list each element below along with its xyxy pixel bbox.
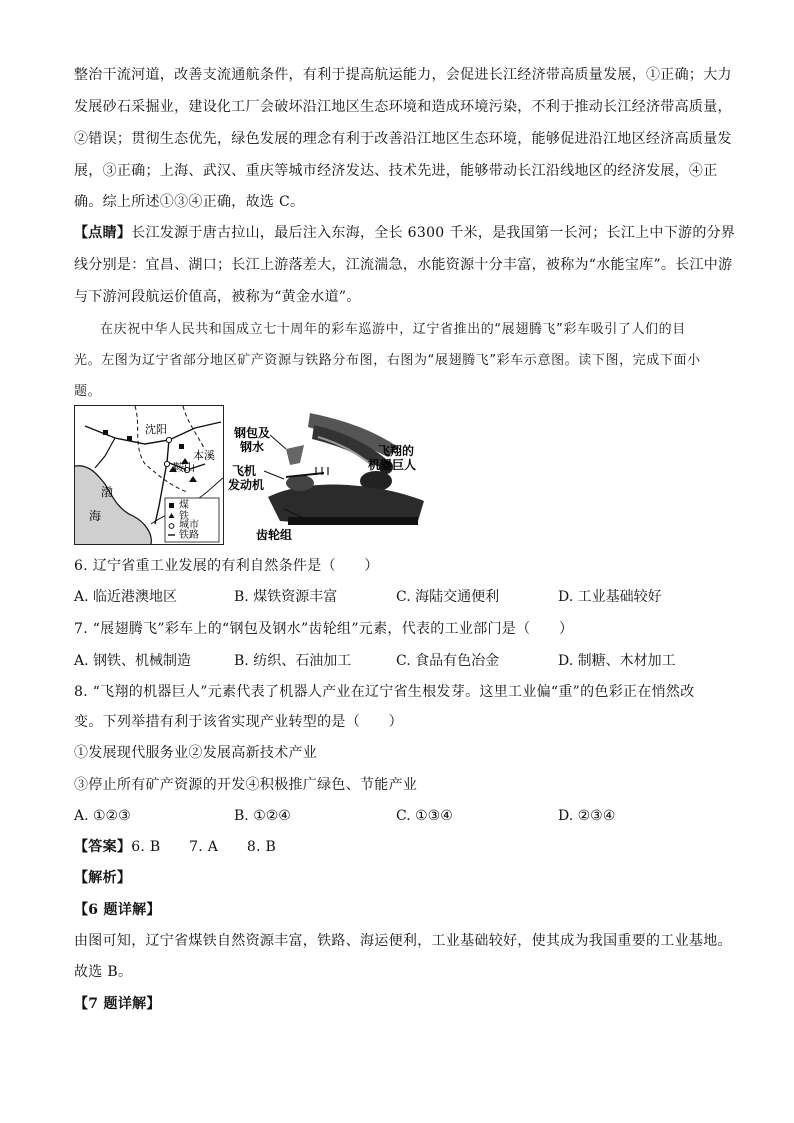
float-label: 钢包及 — [234, 426, 271, 440]
option: D. ②③④ — [558, 808, 616, 824]
sea-label: 渤 — [101, 485, 114, 499]
option: A. ①②③ — [74, 808, 131, 824]
steel-ladle — [286, 445, 304, 465]
city-symbol — [164, 461, 169, 466]
option: B. 煤铁资源丰富 — [234, 589, 338, 605]
q6-detail-line: 由图可知，辽宁省煤铁自然资源丰富，铁路、海运便利，工业基础较好，使其成为我国重要的工业基地。 — [74, 933, 732, 949]
float-label: 机器巨人 — [368, 458, 417, 472]
float-label: 飞翔的 — [378, 444, 415, 458]
option: C. ①③④ — [396, 808, 453, 824]
statement-line: ①发展现代服务业②发展高新技术产业 — [74, 745, 318, 761]
answer-tag: 【答案】 — [74, 839, 132, 855]
option: B. 纺织、石油加工 — [234, 653, 352, 669]
legend-label: 城市 — [179, 520, 199, 531]
float-label: 齿轮组 — [256, 528, 293, 542]
option: A. 钢铁、机械制造 — [74, 653, 192, 669]
sea-label: 海 — [89, 509, 102, 523]
question-stem: 变。下列举措有利于该省实现产业转型的是（ ） — [74, 714, 403, 730]
answer-line — [74, 837, 276, 857]
figure — [74, 405, 426, 545]
city-label: 沈阳 — [145, 423, 167, 436]
question-stem: 6. 辽宁省重工业发展的有利自然条件是（ ） — [74, 558, 379, 574]
paragraph-line: 整治干流河道，改善支流通航条件，有利于提高航运能力，会促进长江经济带高质量发展，①正确；大力 — [74, 67, 732, 83]
sea-area — [75, 466, 151, 544]
leader-line — [264, 471, 284, 479]
float-label: 飞机 — [232, 464, 257, 478]
q6-detail-tag: 【6 题详解】 — [74, 902, 161, 918]
legend-label: 铁路 — [179, 530, 199, 541]
intro-line: 题。 — [74, 384, 102, 399]
question-stem: 8. “飞翔的机器巨人”元素代表了机器人产业在辽宁省生根发芽。这里工业偏“重”的色彩正在悄然改 — [74, 684, 695, 700]
paragraph-line: ②错误；贯彻生态优先，绿色发展的理念有利于改善沿江地区生态环境，能够促进沿江地区经济高质量发 — [74, 131, 732, 147]
dianjing-tag: 【点睛】 — [74, 225, 132, 241]
legend-city-symbol — [169, 524, 174, 529]
dianjing-text: 长江发源于唐古拉山，最后注入东海，全长 6300 千米，是我国第一长河；长江上中下游的分界 — [131, 225, 736, 241]
intro-line: 光。左图为辽宁省部分地区矿产资源与铁路分布图，右图为“展翅腾飞”彩车示意图。读下图，完成下面小 — [74, 353, 701, 368]
city-symbol — [166, 437, 171, 442]
coal-symbol — [103, 430, 108, 435]
paragraph-line: 展，③正确；上海、武汉、重庆等城市经济发达、技术先进，能够带动长江沿线地区的经济发展，④正 — [74, 163, 718, 179]
paragraph-line: 发展砂石采掘业，建设化工厂会破坏沿江地区生态环境和造成环境污染，不利于推动长江经济带高质量， — [74, 99, 732, 115]
q7-detail-tag: 【7 题详解】 — [74, 996, 161, 1012]
coal-symbol — [179, 444, 184, 449]
gear-base — [288, 517, 418, 525]
answer-text: 6. B 7. A 8. B — [131, 839, 277, 855]
float-label: 发动机 — [228, 478, 265, 492]
option: D. 工业基础较好 — [558, 589, 662, 605]
analysis-tag: 【解析】 — [74, 870, 132, 886]
city-label: 本溪 — [193, 449, 215, 462]
parade-float-illustration — [228, 405, 428, 545]
legend-label: 煤 — [179, 500, 189, 511]
float-label: 钢水 — [240, 440, 265, 454]
dianjing-line: 线分别是：宜昌、湖口；长江上游落差大，江流湍急，水能资源十分丰富，被称为“水能宝库”。长江中游 — [74, 257, 733, 273]
intro-line: 在庆祝中华人民共和国成立七十周年的彩车巡游中，辽宁省推出的“展翅腾飞”彩车吸引了人们的目 — [100, 322, 686, 337]
liaoning-map — [74, 405, 224, 545]
dianjing-line — [74, 223, 735, 243]
option: A. 临近港澳地区 — [74, 589, 178, 605]
dianjing-line: 与下游河段航运价值高，被称为“黄金水道”。 — [74, 289, 361, 305]
option: C. 食品有色冶金 — [396, 653, 500, 669]
city-label: 鞍山 — [173, 461, 195, 474]
option: D. 制糖、木材加工 — [558, 653, 676, 669]
option: C. 海陆交通便利 — [396, 589, 500, 605]
paragraph-line: 确。综上所述①③④正确，故选 C。 — [74, 194, 305, 210]
option: B. ①②④ — [234, 808, 291, 824]
legend-label: 铁 — [179, 511, 189, 522]
legend-coal-symbol — [169, 503, 174, 508]
iron-symbol — [189, 476, 197, 482]
railway-line — [95, 438, 115, 468]
coal-symbol — [127, 436, 132, 441]
leader-line — [270, 435, 286, 449]
statement-line: ③停止所有矿产资源的开发④积极推广绿色、节能产业 — [74, 777, 418, 793]
q6-detail-line: 故选 B。 — [74, 964, 133, 980]
question-stem: 7. “展翅腾飞”彩车上的“钢包及钢水”齿轮组”元素，代表的工业部门是（ ） — [74, 621, 574, 637]
